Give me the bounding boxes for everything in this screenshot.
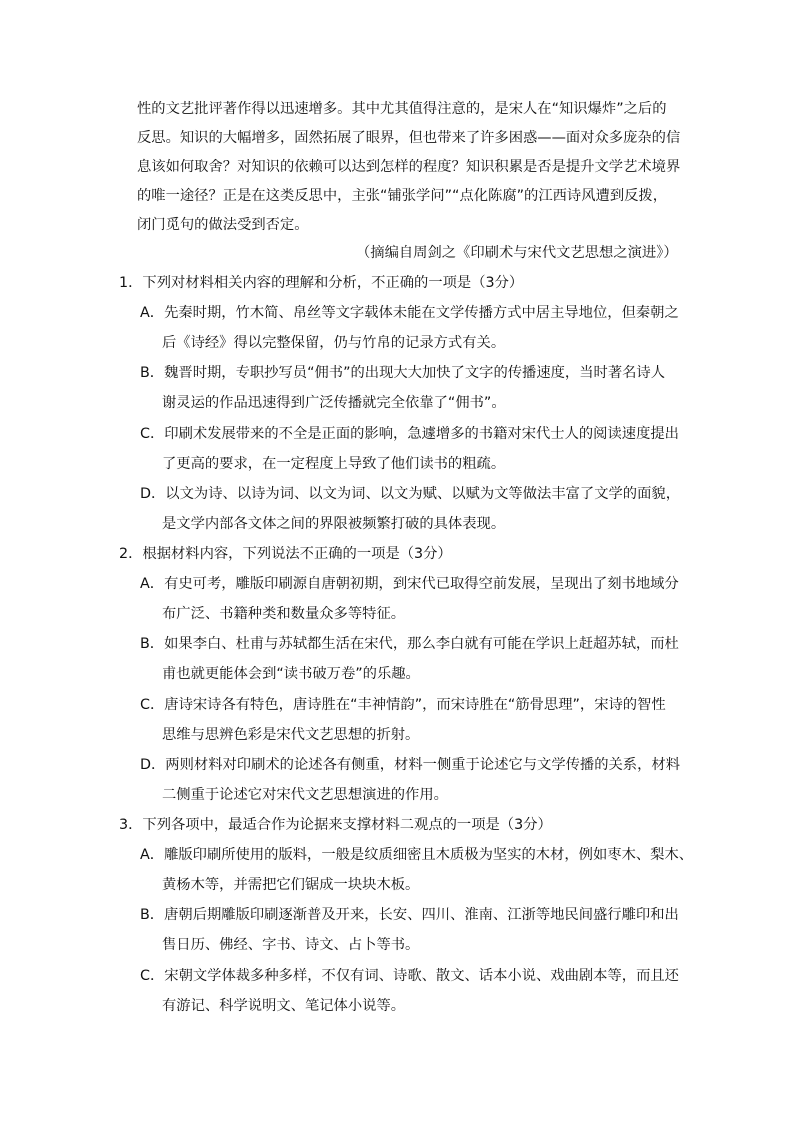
- option-b-cont: 谢灵运的作品迅速得到广泛传播就完全依靠了“佣书”。: [162, 395, 506, 411]
- passage-line: 闭门觅句的做法受到否定。: [137, 217, 309, 233]
- question-stem: 1．下列对材料相关内容的理解和分析，不正确的一项是（3分）: [119, 275, 524, 291]
- option-b-cont: 售日历、佛经、字书、诗文、占卜等书。: [162, 937, 420, 953]
- passage-line: 息该如何取舍？对知识的依赖可以达到怎样的程度？知识积累是否是提升文学艺术境界: [137, 159, 681, 175]
- option-d-cont: 二侧重于论述它对宋代文艺思想演进的作用。: [162, 787, 448, 803]
- option-c-cont: 思维与思辨色彩是宋代文艺思想的折射。: [162, 727, 420, 743]
- question-stem: 3．下列各项中，最适合作为论据来支撑材料二观点的一项是（3分）: [119, 817, 552, 833]
- question-stem: 2．根据材料内容，下列说法不正确的一项是（3分）: [119, 546, 452, 562]
- option-a-cont: 后《诗经》得以完整保留，仍与竹帛的记录方式有关。: [162, 335, 506, 351]
- option-a: A．有史可考，雕版印刷源自唐朝初期，到宋代已取得空前发展，呈现出了刻书地域分: [140, 576, 679, 592]
- option-d-cont: 是文学内部各文体之间的界限被频繁打破的具体表现。: [162, 516, 506, 532]
- option-a: A．雕版印刷所使用的版料，一般是纹质细密且木质极为坚实的木材，例如枣木、梨木、: [140, 847, 694, 863]
- passage-line: 的唯一途径？正是在这类反思中，主张“铺张学问”“点化陈腐”的江西诗风遭到反拨，: [137, 188, 668, 204]
- option-a: A．先秦时期，竹木简、帛丝等文字载体未能在文学传播方式中居主导地位，但秦朝之: [140, 305, 679, 321]
- option-d: D．以文为诗、以诗为词、以文为词、以文为赋、以赋为文等做法丰富了文学的面貌，: [140, 486, 680, 502]
- option-c: C．宋朝文学体裁多种多样，不仅有词、诗歌、散文、话本小说、戏曲剧本等，而且还: [140, 968, 679, 984]
- option-d: D．两则材料对印刷术的论述各有侧重，材料一侧重于论述它与文学传播的关系，材料: [140, 757, 680, 773]
- option-b: B．魏晋时期，专职抄写员“佣书”的出现大大加快了文字的传播速度，当时著名诗人: [140, 365, 666, 381]
- option-c-cont: 了更高的要求，在一定程度上导致了他们读书的粗疏。: [162, 456, 506, 472]
- option-c-cont: 有游记、科学说明文、笔记体小说等。: [162, 998, 406, 1014]
- option-b: B．唐朝后期雕版印刷逐渐普及开来，长安、四川、淮南、江浙等地民间盛行雕印和出: [140, 907, 679, 923]
- option-c: C．唐诗宋诗各有特色，唐诗胜在“丰神情韵”，而宋诗胜在“筋骨思理”，宋诗的智性: [140, 697, 666, 713]
- option-c: C．印刷术发展带来的不全是正面的影响，急遽增多的书籍对宋代士人的阅读速度提出: [140, 426, 679, 442]
- passage-line: 性的文艺批评著作得以迅速增多。其中尤其值得注意的，是宋人在“知识爆炸”之后的: [137, 101, 667, 117]
- option-b: B．如果李白、杜甫与苏轼都生活在宋代，那么李白就有可能在学识上赶超苏轼，而杜: [140, 636, 679, 652]
- source-citation: （摘编自周剑之《印刷术与宋代文艺思想之演进》）: [356, 245, 678, 261]
- option-b-cont: 甫也就更能体会到“读书破万卷”的乐趣。: [162, 666, 420, 682]
- passage-line: 反思。知识的大幅增多，固然拓展了眼界，但也带来了许多困惑——面对众多庞杂的信: [137, 130, 681, 146]
- option-a-cont: 布广泛、书籍种类和数量众多等特征。: [162, 606, 406, 622]
- option-a-cont: 黄杨木等，并需把它们锯成一块块木板。: [162, 877, 420, 893]
